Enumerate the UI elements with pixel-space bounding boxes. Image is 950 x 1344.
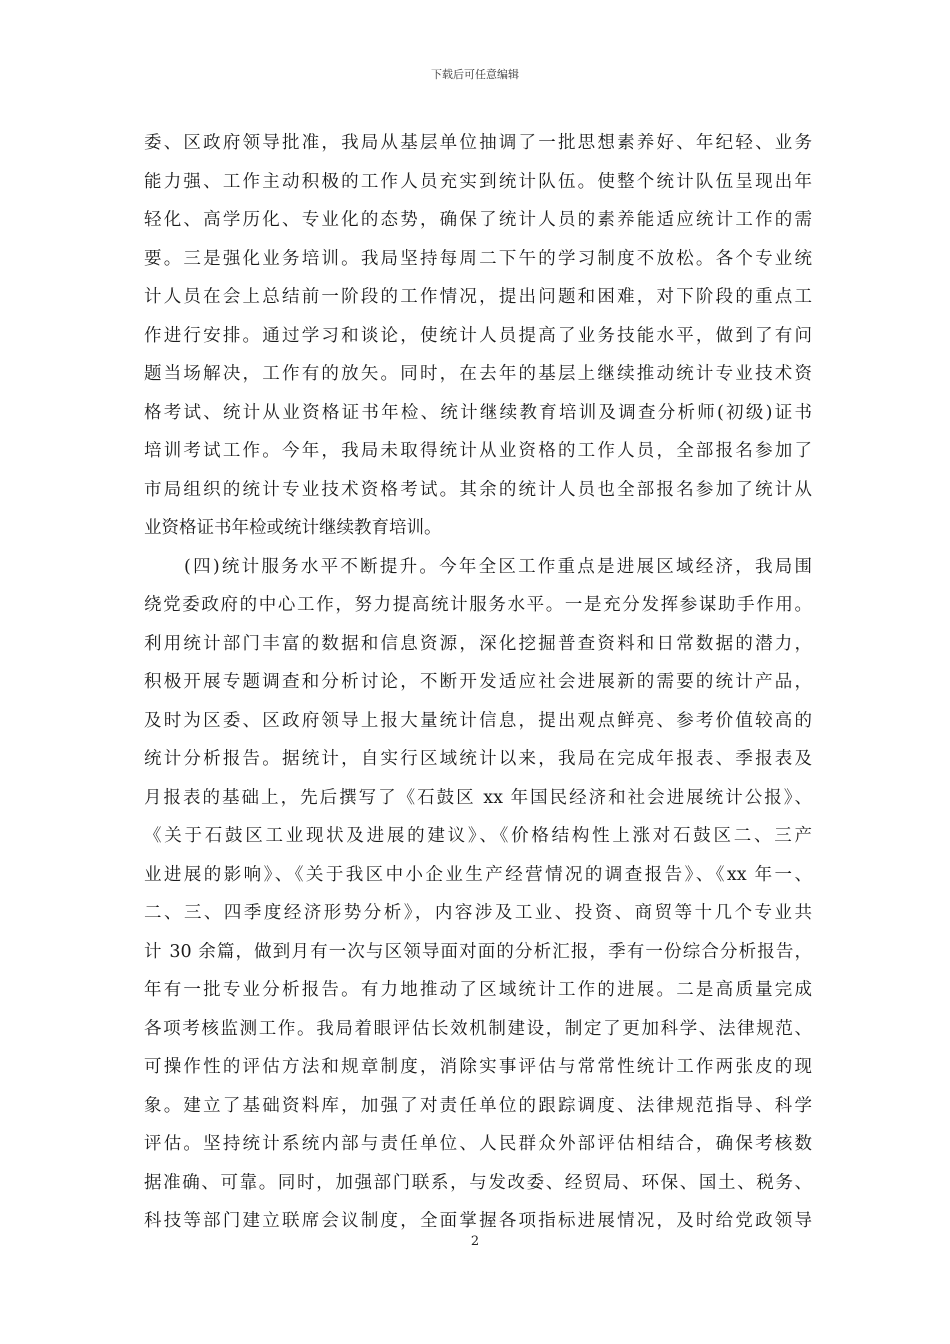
text-line: 可操作性的评估方法和规章制度，消除实事评估与常常性统计工作两张皮的现 bbox=[144, 1057, 812, 1077]
text-line: 各项考核监测工作。我局着眼评估长效机制建设，制定了更加科学、法律规范、 bbox=[144, 1018, 812, 1039]
text-line: 题当场解决，工作有的放矢。同时，在去年的基层上继续推动统计专业技术资 bbox=[144, 364, 812, 384]
document-body bbox=[144, 124, 812, 1241]
text-line: 绕党委政府的中心工作，努力提高统计服务水平。一是充分发挥参谋助手作用。 bbox=[144, 595, 812, 615]
text-line: 月报表的基础上，先后撰写了《石鼓区 xx 年国民经济和社会进展统计公报》、 bbox=[144, 787, 812, 808]
text-line: 《关于石鼓区工业现状及进展的建议》、《价格结构性上涨对石鼓区二、三产 bbox=[144, 826, 812, 846]
paragraph-start-line: (四)统计服务水平不断提升。今年全区工作重点是进展区域经济，我局围 bbox=[184, 556, 812, 577]
text-line: 轻化、高学历化、专业化的态势，确保了统计人员的素养能适应统计工作的需 bbox=[144, 210, 812, 230]
text-line: 利用统计部门丰富的数据和信息资源，深化挖掘普查资料和日常数据的潜力， bbox=[144, 633, 812, 654]
text-line: 计人员在会上总结前一阶段的工作情况，提出问题和困难，对下阶段的重点工 bbox=[144, 287, 812, 307]
text-line: 积极开展专题调查和分析讨论，不断开发适应社会进展新的需要的统计产品， bbox=[144, 672, 812, 692]
text-line: 作进行安排。通过学习和谈论，使统计人员提高了业务技能水平，做到了有问 bbox=[144, 325, 812, 346]
text-line: 业资格证书年检或统计继续教育培训。 bbox=[144, 518, 442, 538]
text-line: 年有一批专业分析报告。有力地推动了区域统计工作的进展。二是高质量完成 bbox=[144, 980, 812, 1000]
text-line: 评估。坚持统计系统内部与责任单位、人民群众外部评估相结合，确保考核数 bbox=[144, 1134, 812, 1154]
text-line: 二、三、四季度经济形势分析》，内容涉及工业、投资、商贸等十几个专业共 bbox=[144, 903, 812, 923]
page-header: 下载后可任意编辑 bbox=[431, 68, 519, 81]
text-line: 计 30 余篇，做到月有一次与区领导面对面的分析汇报，季有一份综合分析报告， bbox=[144, 941, 812, 962]
text-line: 培训考试工作。今年，我局未取得统计从业资格的工作人员，全部报名参加了 bbox=[144, 441, 812, 461]
text-line: 象。建立了基础资料库，加强了对责任单位的跟踪调度、法律规范指导、科学 bbox=[144, 1095, 812, 1116]
text-line: 统计分析报告。据统计，自实行区域统计以来，我局在完成年报表、季报表及 bbox=[144, 749, 812, 769]
page-number: 2 bbox=[470, 1234, 480, 1249]
text-line: 业进展的影响》、《关于我区中小企业生产经营情况的调查报告》、《xx 年一、 bbox=[144, 864, 812, 885]
text-line: 据准确、可靠。同时，加强部门联系，与发改委、经贸局、环保、国土、税务、 bbox=[144, 1172, 812, 1193]
text-line: 能力强、工作主动积极的工作人员充实到统计队伍。使整个统计队伍呈现出年 bbox=[144, 171, 812, 192]
text-line: 格考试、统计从业资格证书年检、统计继续教育培训及调查分析师(初级)证书 bbox=[144, 402, 812, 423]
text-line: 科技等部门建立联席会议制度，全面掌握各项指标进展情况，及时给党政领导 bbox=[144, 1211, 812, 1231]
text-line: 市局组织的统计专业技术资格考试。其余的统计人员也全部报名参加了统计从 bbox=[144, 479, 812, 500]
text-line: 委、区政府领导批准，我局从基层单位抽调了一批思想素养好、年纪轻、业务 bbox=[144, 133, 812, 153]
text-line: 及时为区委、区政府领导上报大量统计信息，提出观点鲜亮、参考价值较高的 bbox=[144, 710, 812, 731]
text-line: 要。三是强化业务培训。我局坚持每周二下午的学习制度不放松。各个专业统 bbox=[144, 248, 812, 269]
